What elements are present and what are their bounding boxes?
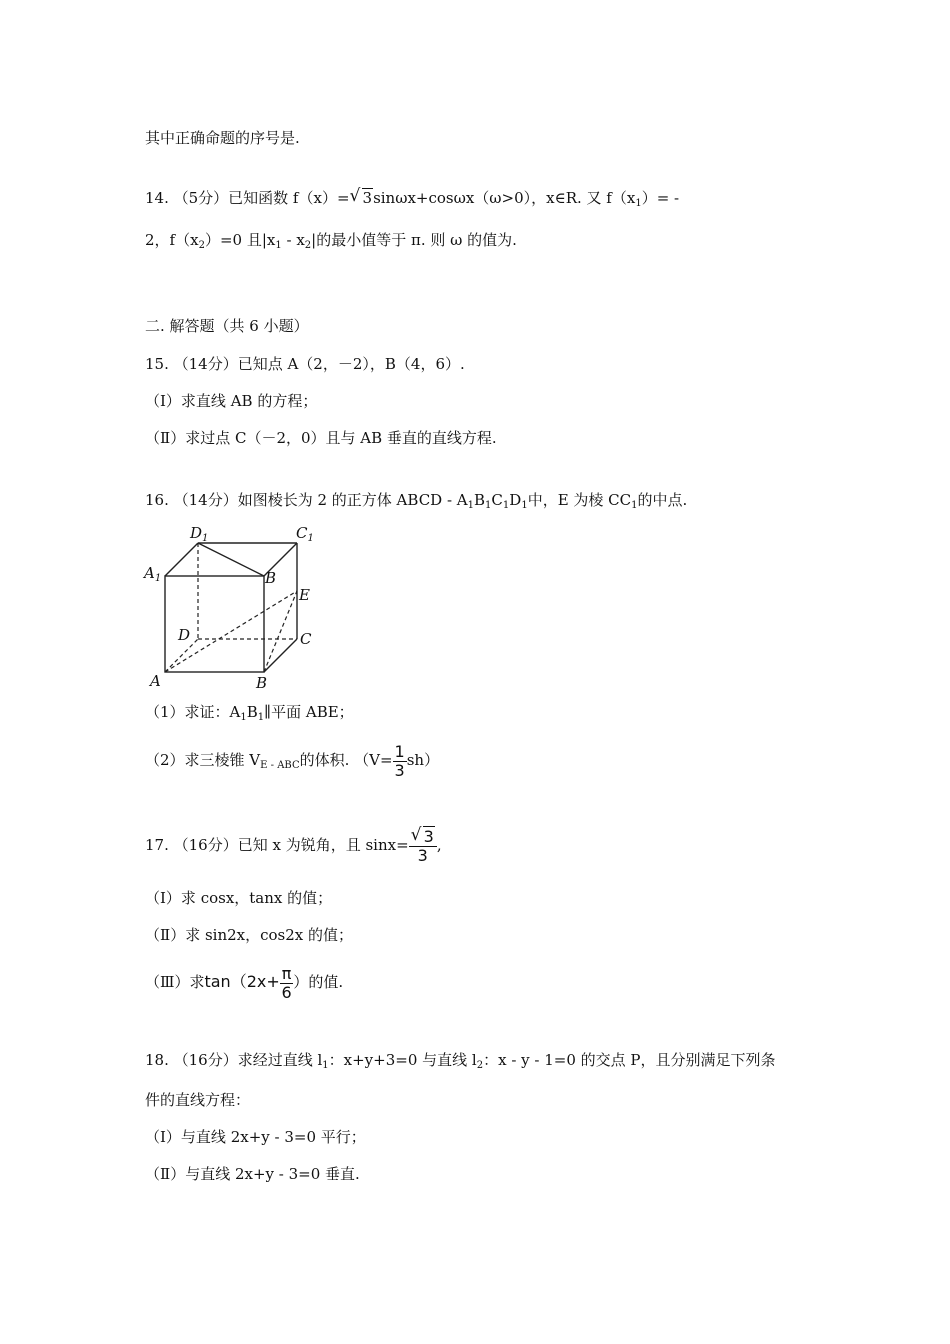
edge-d1-b1 xyxy=(198,543,264,576)
edge-a1-d1 xyxy=(165,543,198,576)
q17-stem: 17. （16分）已知 x 为锐角，且 sinx= √ 3 3 , xyxy=(145,824,442,865)
q16-part2: （2）求三棱锥 $V_{E - ABC}$的体积. （V= $\frac{1}{3}$ sh） xyxy=(145,741,440,780)
q13-tail: 其中正确命题的序号是. xyxy=(145,129,300,147)
fraction-sqrt3-over-3: √ 3 3 xyxy=(409,828,437,865)
hidden-b-e xyxy=(264,591,297,672)
q18-part2: （Ⅱ）与直线 2x+y - 3=0 垂直. xyxy=(145,1165,360,1183)
front-face xyxy=(165,576,264,672)
q16-stem: 16. （14分）如图棱长为 2 的正方体 ABCD - $A_1B_1C_1D_1$中，E 为棱 $CC_1$的中点. xyxy=(145,491,688,511)
q17-part2: （Ⅱ）求 sin2x，cos2x 的值； xyxy=(145,926,354,944)
label-a1: $A_1$ xyxy=(144,564,162,584)
label-e: E xyxy=(299,586,310,604)
label-c1: $C_1$ xyxy=(296,524,314,544)
cube-figure xyxy=(140,520,330,695)
q15-stem: 15. （14分）已知点 A（2，－2），B（4，6）. xyxy=(145,355,465,373)
edge-b-c xyxy=(264,639,297,672)
sqrt-3: √ 3 xyxy=(349,186,373,207)
q18-stem-line1: 18. （16分）求经过直线 $l_1$：x+y+3=0 与直线 $l_2$：x - y - 1=0 的交点 P，且分别满足下列条 xyxy=(145,1051,776,1071)
label-b: B xyxy=(256,674,268,692)
label-a: A xyxy=(150,672,161,690)
q14-line1: 14. （5分）已知函数 f（x）= √ 3sinωx+cosωx（ω>0），x∈R. 又 $f(x_1)=$ - xyxy=(145,186,680,209)
label-d1: $D_1$ xyxy=(190,524,209,544)
fraction-one-third: $\frac{1}{3}$ xyxy=(394,741,405,780)
label-c: C xyxy=(300,630,312,648)
q18-stem-line2: 件的直线方程： xyxy=(145,1091,251,1109)
label-d: D xyxy=(178,626,191,644)
label-b1: B xyxy=(265,569,277,587)
q15-part1: （Ⅰ）求直线 AB 的方程； xyxy=(145,392,318,410)
q14-line2: 2，$f(x_2)=0$ 且$|x_1 - x_2|$的最小值等于 π. 则 ω 的值为. xyxy=(145,231,517,251)
section-heading: 二. 解答题（共 6 小题） xyxy=(145,317,309,335)
q17-part1: （Ⅰ）求 cosx，tanx 的值； xyxy=(145,889,333,907)
q16-part1: （1）求证：$A_1B_1\parallel$平面 ABE； xyxy=(145,703,354,723)
fraction-pi-over-6: $\frac{\pi}{6}$ xyxy=(281,963,292,1002)
q18-part1: （Ⅰ）与直线 2x+y - 3=0 平行； xyxy=(145,1128,366,1146)
q15-part2: （Ⅱ）求过点 C（－2，0）且与 AB 垂直的直线方程. xyxy=(145,429,497,447)
q17-part3: （Ⅲ）求tan（2x+ $\frac{\pi}{6}$ ）的值. xyxy=(145,963,344,1002)
